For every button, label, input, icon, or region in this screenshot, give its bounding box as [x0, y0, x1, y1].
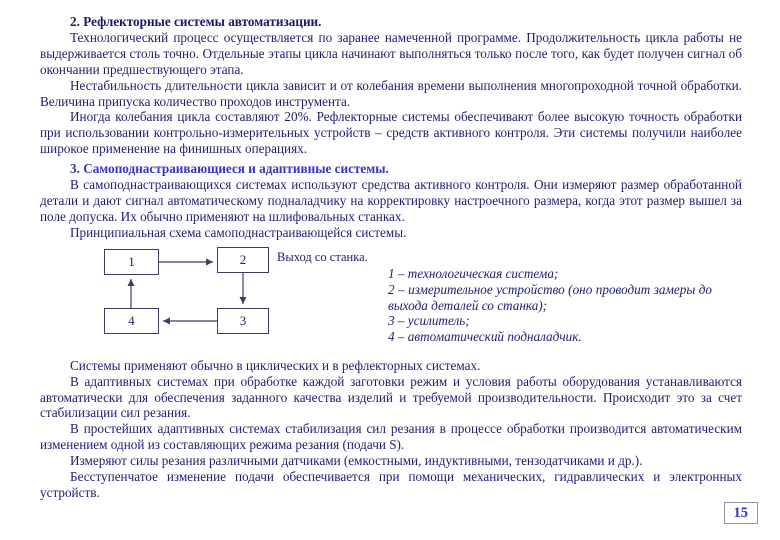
- legend-item-1: 1 – технологическая система;: [388, 265, 559, 281]
- section-3-paragraph-2: Принципиальная схема самоподнастраивающейся системы.: [70, 224, 407, 240]
- diagram-output-label: Выход со станка.: [277, 249, 368, 264]
- schematic-diagram: [40, 246, 742, 358]
- diagram-box-1: 1: [104, 249, 159, 275]
- section-2-paragraph-1: Технологический процесс осуществляется по заранее намеченной программе. Продолжительность цикла работы не выдерживается столь точно. Отдельные этапы цикла начинают выполняться только после того, как будет получен сигнал об окончании предшествующего этапа.: [40, 29, 742, 77]
- section-3-paragraph-1: В самоподнастраивающихся системах используют средства активного контроля. Они измеряют размер обработанной детали и дают сигнал автоматическому подналадчику на корректировку настроечного размера, когда этот размер вышел за поле допуска. Их обычно применяют на шлифовальных станках.: [40, 177, 742, 224]
- diagram-box-2: 2: [217, 247, 269, 273]
- section-2-paragraph-3: Иногда колебания цикла составляют 20%. Рефлекторные системы обеспечивают более высокую точность обработки при использовании контрольно-измерительных устройств – средств активного контроля. Эти системы получили наиболее широкое применение на финишных операциях.: [40, 109, 742, 157]
- closing-paragraph-1: Системы применяют обычно в циклических и в рефлекторных системах.: [70, 357, 481, 373]
- section-3-heading: 3. Самоподнастраивающиеся и адаптивные системы.: [70, 161, 389, 177]
- closing-paragraph-5: Бесступенчатое изменение подачи обеспечивается при помощи механических, гидравлических и электронных устройств.: [40, 469, 742, 500]
- closing-paragraph-2: В адаптивных системах при обработке каждой заготовки режим и условия работы оборудования устанавливаются автоматически для обеспечения заданного качества изделий и требуемой производительности. Происходит это за счет стабилизации сил резания.: [40, 373, 742, 421]
- closing-paragraph-4: Измеряют силы резания различными датчиками (емкостными, индуктивными, тензодатчиками и др.).: [70, 453, 643, 469]
- page-number: 15: [724, 502, 759, 524]
- legend-item-3: 3 – усилитель;: [388, 313, 470, 329]
- section-2-heading: 2. Рефлекторные системы автоматизации.: [70, 14, 322, 29]
- section-2-paragraph-2: Нестабильность длительности цикла зависит и от колебания времени выполнения многопроходной точной обработки. Величина припуска количество проходов инструмента.: [40, 77, 742, 109]
- diagram-box-4: 4: [104, 308, 159, 334]
- diagram-legend: [388, 266, 712, 346]
- closing-paragraph-3: В простейших адаптивных системах стабилизация сил резания в процессе обработки производится автоматическим изменением одной из составляющих режима резания (подачи S).: [40, 421, 742, 453]
- legend-item-4: 4 – автоматический подналадчик.: [388, 329, 582, 345]
- diagram-box-3: 3: [217, 308, 269, 334]
- legend-item-2: 2 – измерительное устройство (оно проводит замеры до выхода деталей со станка);: [388, 281, 712, 313]
